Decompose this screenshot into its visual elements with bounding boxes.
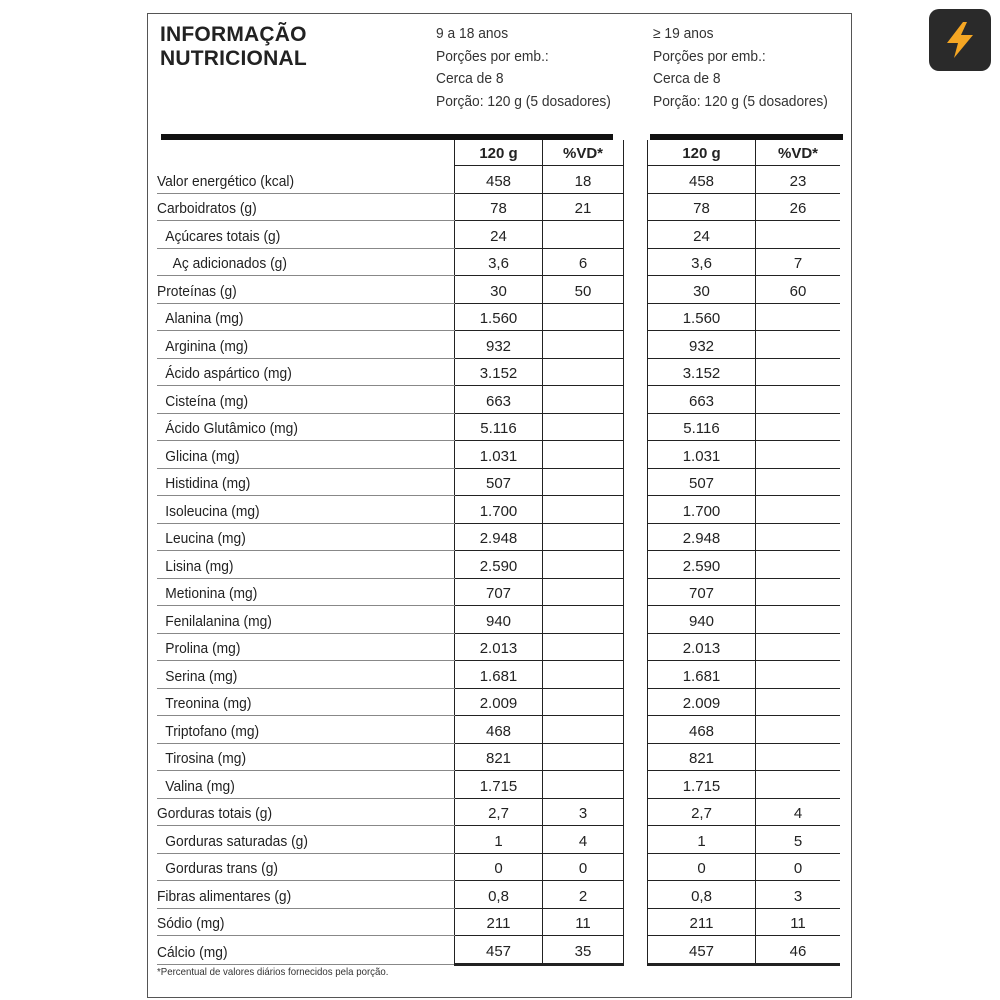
amount-9-18: 1 — [455, 826, 543, 854]
dv-9-18 — [543, 578, 624, 606]
column-gap — [624, 496, 648, 524]
column-gap — [624, 688, 648, 716]
amount-19-plus: 0,8 — [648, 881, 756, 909]
column-gap — [624, 606, 648, 634]
group-header-9-18 — [436, 23, 611, 113]
dv-9-18 — [543, 413, 624, 441]
amount-19-plus: 1.700 — [648, 496, 756, 524]
group-header-19-plus — [653, 23, 828, 113]
dv-19-plus — [756, 386, 841, 414]
column-gap — [624, 716, 648, 744]
amount-19-plus: 663 — [648, 386, 756, 414]
nutrient-label: Alanina (mg) — [157, 303, 455, 331]
nutrient-label: Gorduras trans (g) — [157, 853, 455, 881]
dv-19-plus — [756, 468, 841, 496]
dv-9-18 — [543, 688, 624, 716]
dv-19-plus — [756, 606, 841, 634]
amount-19-plus: 0 — [648, 853, 756, 881]
amount-19-plus: 30 — [648, 276, 756, 304]
table-row — [157, 386, 840, 414]
group-b-line: ≥ 19 anos — [653, 25, 714, 42]
dv-19-plus: 23 — [756, 166, 841, 194]
table-row — [157, 441, 840, 469]
amount-19-plus: 3,6 — [648, 248, 756, 276]
nutrient-label: Valor energético (kcal) — [157, 166, 455, 194]
column-gap — [624, 358, 648, 386]
column-gap — [624, 661, 648, 689]
dv-9-18 — [543, 551, 624, 579]
dv-9-18 — [543, 331, 624, 359]
column-gap — [624, 276, 648, 304]
group-b-line: Cerca de 8 — [653, 70, 721, 87]
amount-19-plus: 2,7 — [648, 798, 756, 826]
dv-9-18 — [543, 303, 624, 331]
table-row — [157, 276, 840, 304]
nutrient-label: Ácido aspártico (mg) — [157, 358, 455, 386]
dv-9-18 — [543, 771, 624, 799]
dv-9-18: 0 — [543, 853, 624, 881]
nutrient-label: Cálcio (mg) — [157, 936, 455, 965]
dv-19-plus: 60 — [756, 276, 841, 304]
amount-9-18: 1.715 — [455, 771, 543, 799]
dv-19-plus — [756, 221, 841, 249]
column-gap — [624, 633, 648, 661]
nutrient-label: Leucina (mg) — [157, 523, 455, 551]
column-gap — [624, 303, 648, 331]
table-row — [157, 358, 840, 386]
dv-19-plus: 4 — [756, 798, 841, 826]
group-b-line: Porção: 120 g (5 dosadores) — [653, 92, 828, 110]
nutrition-facts-panel — [147, 13, 852, 998]
amount-19-plus: 457 — [648, 936, 756, 965]
column-gap — [624, 441, 648, 469]
amount-9-18: 2.009 — [455, 688, 543, 716]
header-label-cell — [157, 140, 455, 166]
dv-19-plus — [756, 688, 841, 716]
column-gap — [624, 193, 648, 221]
table-row — [157, 716, 840, 744]
amount-9-18: 0 — [455, 853, 543, 881]
dv-19-plus: 46 — [756, 936, 841, 965]
table-row — [157, 688, 840, 716]
table-row — [157, 798, 840, 826]
amount-9-18: 0,8 — [455, 881, 543, 909]
dv-9-18: 35 — [543, 936, 624, 965]
column-gap — [624, 331, 648, 359]
nutrient-label: Gorduras saturadas (g) — [157, 826, 455, 854]
table-row — [157, 908, 840, 936]
dv-19-plus — [756, 743, 841, 771]
dv-9-18 — [543, 496, 624, 524]
nutrient-label: Metionina (mg) — [157, 578, 455, 606]
dv-19-plus — [756, 716, 841, 744]
column-gap — [624, 386, 648, 414]
nutrient-label: Isoleucina (mg) — [157, 496, 455, 524]
dv-9-18 — [543, 606, 624, 634]
amount-9-18: 24 — [455, 221, 543, 249]
header-dv-a: %VD* — [543, 140, 624, 166]
amount-9-18: 1.560 — [455, 303, 543, 331]
dv-19-plus: 3 — [756, 881, 841, 909]
group-b-line: Porções por emb.: — [653, 47, 766, 65]
title-line-1: INFORMAÇÃO — [160, 23, 307, 46]
column-gap — [624, 881, 648, 909]
dv-9-18 — [543, 633, 624, 661]
amount-9-18: 458 — [455, 166, 543, 194]
title-line-2: NUTRICIONAL — [160, 47, 307, 70]
table-row — [157, 881, 840, 909]
dv-19-plus — [756, 441, 841, 469]
nutrient-label: Fenilalanina (mg) — [157, 606, 455, 634]
amount-9-18: 2.013 — [455, 633, 543, 661]
amount-19-plus: 78 — [648, 193, 756, 221]
table-row — [157, 496, 840, 524]
table-row — [157, 826, 840, 854]
nutrient-label: Glicina (mg) — [157, 441, 455, 469]
amount-19-plus: 24 — [648, 221, 756, 249]
column-gap — [624, 140, 648, 166]
table-row — [157, 661, 840, 689]
dv-9-18 — [543, 661, 624, 689]
dv-19-plus: 5 — [756, 826, 841, 854]
group-a-line: 9 a 18 anos — [436, 25, 509, 42]
dv-19-plus — [756, 551, 841, 579]
column-gap — [624, 468, 648, 496]
nutrient-label: Gorduras totais (g) — [157, 798, 455, 826]
lightning-action-button[interactable] — [929, 9, 991, 71]
amount-9-18: 821 — [455, 743, 543, 771]
amount-19-plus: 932 — [648, 331, 756, 359]
nutrient-label: Treonina (mg) — [157, 688, 455, 716]
dv-19-plus — [756, 771, 841, 799]
amount-9-18: 1.031 — [455, 441, 543, 469]
nutrient-label: Serina (mg) — [157, 661, 455, 689]
nutrient-label: Fibras alimentares (g) — [157, 881, 455, 909]
amount-19-plus: 3.152 — [648, 358, 756, 386]
amount-19-plus: 2.013 — [648, 633, 756, 661]
dv-9-18 — [543, 523, 624, 551]
dv-9-18 — [543, 468, 624, 496]
amount-9-18: 707 — [455, 578, 543, 606]
amount-19-plus: 458 — [648, 166, 756, 194]
dv-19-plus — [756, 496, 841, 524]
nutrient-label: Açúcares totais (g) — [157, 221, 455, 249]
amount-9-18: 30 — [455, 276, 543, 304]
column-gap — [624, 936, 648, 965]
column-gap — [624, 523, 648, 551]
amount-9-18: 3,6 — [455, 248, 543, 276]
column-gap — [624, 166, 648, 194]
lightning-bolt-icon — [943, 21, 977, 59]
amount-19-plus: 1.031 — [648, 441, 756, 469]
dv-9-18: 3 — [543, 798, 624, 826]
column-gap — [624, 221, 648, 249]
header-amount-a: 120 g — [455, 140, 543, 166]
dv-19-plus: 0 — [756, 853, 841, 881]
dv-9-18 — [543, 441, 624, 469]
dv-19-plus: 26 — [756, 193, 841, 221]
column-gap — [624, 413, 648, 441]
amount-19-plus: 1.715 — [648, 771, 756, 799]
dv-19-plus: 7 — [756, 248, 841, 276]
column-gap — [624, 248, 648, 276]
nutrient-label: Carboidratos (g) — [157, 193, 455, 221]
amount-9-18: 507 — [455, 468, 543, 496]
table-row — [157, 606, 840, 634]
nutrient-label: Tirosina (mg) — [157, 743, 455, 771]
amount-19-plus: 2.009 — [648, 688, 756, 716]
dv-19-plus — [756, 303, 841, 331]
table-row — [157, 413, 840, 441]
amount-19-plus: 821 — [648, 743, 756, 771]
amount-9-18: 1.700 — [455, 496, 543, 524]
amount-19-plus: 5.116 — [648, 413, 756, 441]
amount-19-plus: 1.681 — [648, 661, 756, 689]
amount-9-18: 457 — [455, 936, 543, 965]
table-row — [157, 523, 840, 551]
dv-19-plus — [756, 578, 841, 606]
column-gap — [624, 743, 648, 771]
amount-9-18: 2,7 — [455, 798, 543, 826]
dv-19-plus — [756, 358, 841, 386]
table-row — [157, 551, 840, 579]
table-row — [157, 633, 840, 661]
amount-9-18: 932 — [455, 331, 543, 359]
nutrient-label: Ácido Glutâmico (mg) — [157, 413, 455, 441]
amount-9-18: 211 — [455, 908, 543, 936]
amount-9-18: 3.152 — [455, 358, 543, 386]
nutrition-title — [160, 23, 307, 71]
dv-19-plus: 11 — [756, 908, 841, 936]
header-dv-b: %VD* — [756, 140, 841, 166]
dv-9-18 — [543, 716, 624, 744]
dv-19-plus — [756, 523, 841, 551]
amount-9-18: 468 — [455, 716, 543, 744]
nutrient-label: Triptofano (mg) — [157, 716, 455, 744]
dv-9-18 — [543, 743, 624, 771]
table-row — [157, 853, 840, 881]
dv-19-plus — [756, 331, 841, 359]
column-gap — [624, 578, 648, 606]
group-a-line: Porções por emb.: — [436, 47, 549, 65]
amount-19-plus: 507 — [648, 468, 756, 496]
amount-9-18: 78 — [455, 193, 543, 221]
dv-9-18 — [543, 221, 624, 249]
footnote: *Percentual de valores diários fornecidos pela porção. — [157, 966, 389, 978]
dv-19-plus — [756, 633, 841, 661]
table-row — [157, 331, 840, 359]
column-gap — [624, 551, 648, 579]
amount-19-plus: 1 — [648, 826, 756, 854]
group-a-line: Porção: 120 g (5 dosadores) — [436, 92, 611, 110]
amount-9-18: 940 — [455, 606, 543, 634]
column-gap — [624, 826, 648, 854]
dv-9-18: 4 — [543, 826, 624, 854]
dv-19-plus — [756, 413, 841, 441]
column-gap — [624, 853, 648, 881]
dv-19-plus — [756, 661, 841, 689]
nutrient-label: Sódio (mg) — [157, 908, 455, 936]
amount-9-18: 2.590 — [455, 551, 543, 579]
group-a-line: Cerca de 8 — [436, 70, 504, 87]
column-gap — [624, 798, 648, 826]
column-header-row — [157, 140, 840, 166]
dv-9-18: 18 — [543, 166, 624, 194]
nutrient-label: Cisteína (mg) — [157, 386, 455, 414]
table-row — [157, 166, 840, 194]
amount-9-18: 2.948 — [455, 523, 543, 551]
amount-9-18: 5.116 — [455, 413, 543, 441]
table-row — [157, 193, 840, 221]
nutrient-label: Arginina (mg) — [157, 331, 455, 359]
table-row — [157, 221, 840, 249]
table-row — [157, 936, 840, 965]
amount-19-plus: 2.590 — [648, 551, 756, 579]
dv-9-18: 11 — [543, 908, 624, 936]
amount-19-plus: 940 — [648, 606, 756, 634]
table-row — [157, 743, 840, 771]
dv-9-18 — [543, 358, 624, 386]
amount-9-18: 1.681 — [455, 661, 543, 689]
amount-19-plus: 468 — [648, 716, 756, 744]
column-gap — [624, 771, 648, 799]
dv-9-18: 50 — [543, 276, 624, 304]
dv-9-18: 2 — [543, 881, 624, 909]
amount-19-plus: 707 — [648, 578, 756, 606]
header-amount-b: 120 g — [648, 140, 756, 166]
dv-9-18: 6 — [543, 248, 624, 276]
table-row — [157, 578, 840, 606]
nutrient-label: Histidina (mg) — [157, 468, 455, 496]
nutrition-table — [157, 140, 840, 966]
amount-9-18: 663 — [455, 386, 543, 414]
nutrient-label: Prolina (mg) — [157, 633, 455, 661]
amount-19-plus: 1.560 — [648, 303, 756, 331]
table-row — [157, 248, 840, 276]
column-gap — [624, 908, 648, 936]
nutrient-label: Aç adicionados (g) — [157, 248, 455, 276]
table-row — [157, 468, 840, 496]
table-row — [157, 303, 840, 331]
nutrient-label: Proteínas (g) — [157, 276, 455, 304]
dv-9-18: 21 — [543, 193, 624, 221]
table-row — [157, 771, 840, 799]
dv-9-18 — [543, 386, 624, 414]
nutrient-label: Valina (mg) — [157, 771, 455, 799]
amount-19-plus: 211 — [648, 908, 756, 936]
nutrient-label: Lisina (mg) — [157, 551, 455, 579]
amount-19-plus: 2.948 — [648, 523, 756, 551]
